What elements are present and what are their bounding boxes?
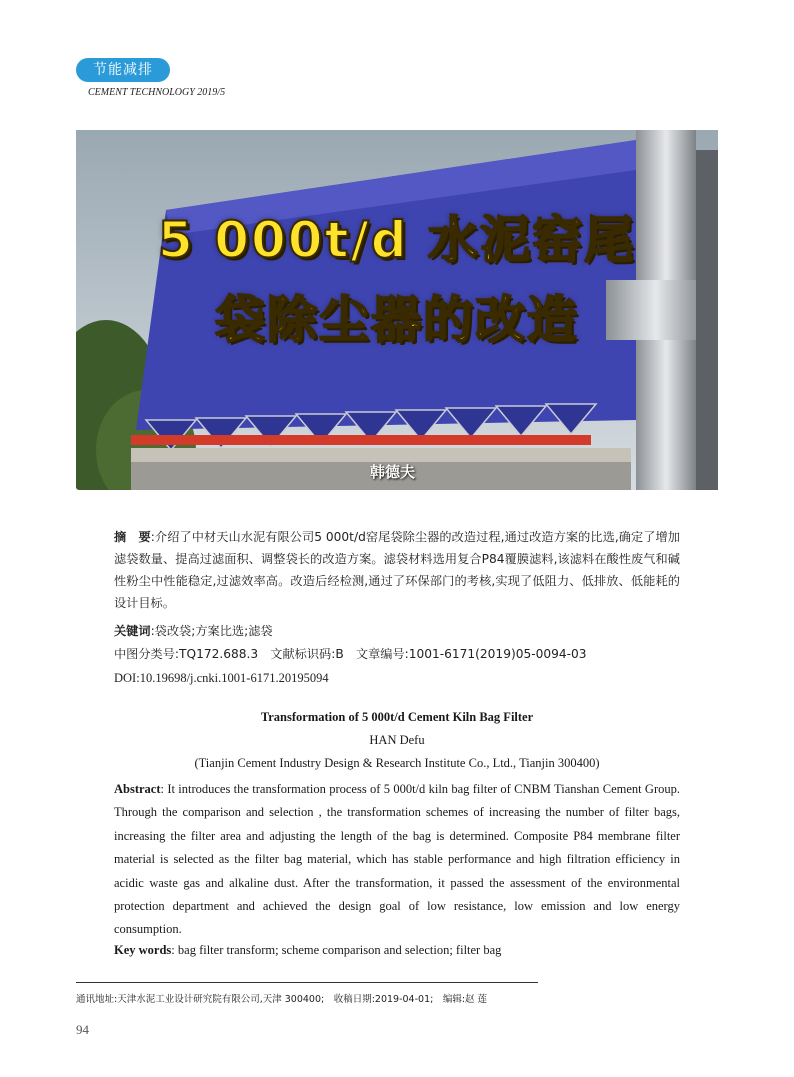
english-keywords xyxy=(114,943,501,958)
keywords-cn-text: :袋改袋;方案比选;滤袋 xyxy=(150,624,273,638)
english-author: HAN Defu xyxy=(369,733,425,747)
english-abstract-label: Abstract xyxy=(114,782,161,796)
footnote-rule xyxy=(76,982,538,983)
journal-header: CEMENT TECHNOLOGY 2019/5 xyxy=(88,87,226,98)
footnote: 通讯地址:天津水泥工业设计研究院有限公司,天津 300400; 收稿日期:2019-04-01; 编辑:赵 莲 xyxy=(76,994,488,1005)
keywords-cn xyxy=(114,620,680,642)
page-number: 94 xyxy=(76,1022,89,1037)
keywords-cn-label: 关键词 xyxy=(114,624,151,638)
english-affiliation: (Tianjin Cement Industry Design & Research Institute Co., Ltd., Tianjin 300400) xyxy=(194,756,600,770)
english-abstract xyxy=(114,778,680,942)
abstract-cn-text: :介绍了中材天山水泥有限公司5 000t/d窑尾袋除尘器的改造过程,通过改造方案的比选,确定了增加滤袋数量、提高过滤面积、调整袋长的改造方案。滤袋材料选用复合P84覆膜滤料,该滤料在酸性废气和碱性粉尘中性能稳定,过滤效率高。改造后经检测,通过了环保部门的考核,实现了低阻力、低排放、低能耗的设计目标。 xyxy=(114,530,680,610)
abstract-cn xyxy=(114,526,680,614)
hero-title-line2: 袋除尘器的改造 xyxy=(215,291,579,349)
english-title: Transformation of 5 000t/d Cement Kiln Bag Filter xyxy=(260,710,534,724)
classification: 中图分类号:TQ172.688.3 文献标识码:B 文章编号:1001-6171(2019)05-0094-03 xyxy=(114,647,587,661)
hero-title-line1: 5 000t/d 水泥窑尾 xyxy=(158,211,636,269)
english-abstract-text: : It introduces the transformation process of 5 000t/d kiln bag filter of CNBM Tianshan Cement Group. Through the comparison and selection , the transformation schemes of increasing the number of filter bags, increasing the filter area and adjusting the length of the bag is determined. Composite P84 membrane filter material is selected as the filter bag material, which has stable performance and high filtration efficiency in acidic waste gas and alkaline dust. After the transformation, it passed the assessment of the environmental protection department and achieved the design goal of low resistance, low emission and low energy consumption. xyxy=(114,782,680,937)
doi: DOI:10.19698/j.cnki.1001-6171.20195094 xyxy=(114,671,329,685)
hero-author: 韩德夫 xyxy=(370,463,416,481)
section-tag: 节能减排 xyxy=(76,58,170,82)
abstract-cn-label: 摘 要 xyxy=(114,530,151,544)
hero-image xyxy=(76,130,718,490)
english-keywords-text: : bag filter transform; scheme comparison and selection; filter bag xyxy=(171,943,502,957)
english-keywords-label: Key words xyxy=(114,943,172,957)
